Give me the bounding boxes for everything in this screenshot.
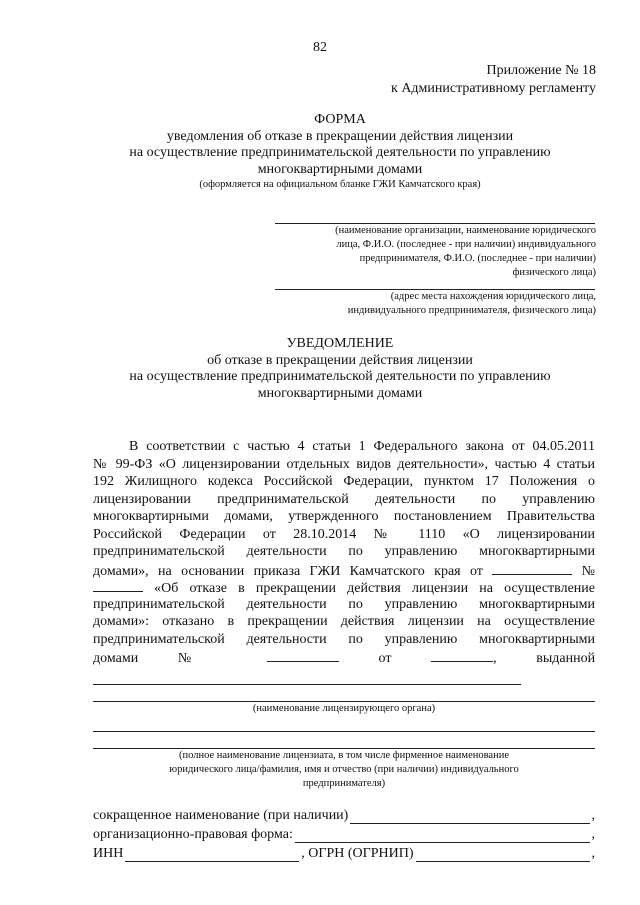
inn-input[interactable] <box>125 848 299 862</box>
inn-ogrn-field <box>93 844 595 862</box>
notice-body <box>93 438 595 666</box>
licensee-hint-3: предпринимателя) <box>302 778 386 789</box>
notice-header <box>90 336 590 402</box>
body-line-3: 192 Жилищного кодекса Российской Федерации, пунктом 17 Положения о <box>93 474 595 489</box>
body-line-4: лицензировании предпринимательской деятельности по управлению <box>93 491 595 507</box>
legal-form-comma: , <box>591 827 595 842</box>
short-name-comma: , <box>591 808 595 823</box>
body-line-1: В соответствии с частью 4 статьи 1 Федерального закона от 04.05.2011 <box>129 439 595 454</box>
inn-label: ИНН <box>93 846 124 861</box>
legal-form-input[interactable] <box>295 829 590 843</box>
licensee-hint-2: юридического лица/фамилия, имя и отчество (при наличии) индивидуального <box>169 764 519 775</box>
page-number: 82 <box>313 40 327 55</box>
issued-by-label: выданной <box>536 651 595 666</box>
licensee-hint <box>93 749 595 791</box>
notice-title: УВЕДОМЛЕНИЕ <box>286 336 394 351</box>
body-line-8-text: домами», на основании приказа ГЖИ Камчатского края от <box>93 563 483 578</box>
short-name-label: сокращенное наименование (при наличии) <box>93 808 349 823</box>
body-line-9 <box>93 578 595 596</box>
license-date-blank[interactable] <box>431 648 493 662</box>
body-line-8 <box>93 561 595 579</box>
addressee-name-hint <box>256 224 596 280</box>
form-subtitle-line-3: многоквартирными домами <box>257 161 423 177</box>
body-line-5: многоквартирными домами, утвержденного постановлением Правительства <box>93 509 595 524</box>
legal-form-field <box>93 825 595 843</box>
notice-line-2: на осуществление предпринимательской деятельности по управлению <box>129 369 551 384</box>
legal-form-label: организационно-правовая форма: <box>93 827 293 842</box>
body-line-2: № 99-ФЗ «О лицензировании отдельных видов деятельности», частью 4 статьи <box>93 456 595 472</box>
licensee-name-line-1[interactable] <box>93 731 595 732</box>
licensing-body-hint: (наименование лицензирующего органа) <box>252 703 436 714</box>
notice-line-3: многоквартирными домами <box>257 385 423 401</box>
license-number-blank[interactable] <box>267 648 339 662</box>
addressee-name-hint-1: (наименование организации, наименование юридического <box>335 225 596 236</box>
issued-by-continuation-line[interactable] <box>93 684 521 685</box>
notice-line-1: об отказе в прекращении действия лицензии <box>207 352 473 368</box>
form-title: ФОРМА <box>314 112 366 127</box>
addressee-address-hint-2: индивидуального предпринимателя, физического лица) <box>347 305 596 316</box>
body-line-7: предпринимательской деятельности по управлению многоквартирными <box>93 544 595 559</box>
licensee-hint-1: (полное наименование лицензиата, в том числе фирменное наименование <box>179 750 509 761</box>
form-header <box>90 112 590 192</box>
order-number-blank[interactable] <box>93 578 143 592</box>
ogrn-comma: , <box>591 846 595 861</box>
appendix-reference <box>391 62 596 98</box>
order-date-blank[interactable] <box>492 561 572 575</box>
license-number-sign: № <box>177 651 228 666</box>
short-name-input[interactable] <box>350 810 589 824</box>
appendix-regulation: к Административному регламенту <box>391 81 596 96</box>
body-line-13 <box>93 648 595 666</box>
license-date-label: от <box>378 651 392 666</box>
form-subtitle-line-2: на осуществление предпринимательской деятельности по управлению <box>129 145 551 160</box>
license-date-comma: , <box>493 651 497 666</box>
body-line-6: Российской Федерации от 28.10.2014 № 1110 «О лицензировании <box>93 526 595 542</box>
appendix-number: Приложение № 18 <box>486 63 596 78</box>
addressee-name-hint-2: лица, Ф.И.О. (последнее - при наличии) индивидуального <box>336 239 596 250</box>
body-line-10: предпринимательской деятельности по управлению многоквартирными <box>93 596 595 612</box>
ogrn-label: , ОГРН (ОГРНИП) <box>301 846 414 861</box>
form-note: (оформляется на официальном бланке ГЖИ Камчатского края) <box>199 179 481 190</box>
form-subtitle-line-1: уведомления об отказе в прекращении действия лицензии <box>166 128 514 144</box>
addressee-name-hint-3: предпринимателя, Ф.И.О. (последнее - при наличии) <box>359 253 596 264</box>
addressee-name-hint-4: физического лица) <box>512 267 596 278</box>
body-line-13-text: домами <box>93 651 139 666</box>
ogrn-input[interactable] <box>416 848 590 862</box>
addressee-address-hint-1: (адрес места нахождения юридического лица, <box>390 291 596 302</box>
addressee-address-hint <box>256 290 596 318</box>
body-line-9-text: «Об отказе в прекращении действия лицензии на осуществление <box>154 581 595 596</box>
body-line-11: домами»: отказано в прекращении действия лицензии на осуществление <box>93 614 595 629</box>
short-name-field <box>93 806 595 824</box>
body-line-12: предпринимательской деятельности по управлению многоквартирными <box>93 631 595 647</box>
body-line-8-number-sign: № <box>581 563 595 578</box>
